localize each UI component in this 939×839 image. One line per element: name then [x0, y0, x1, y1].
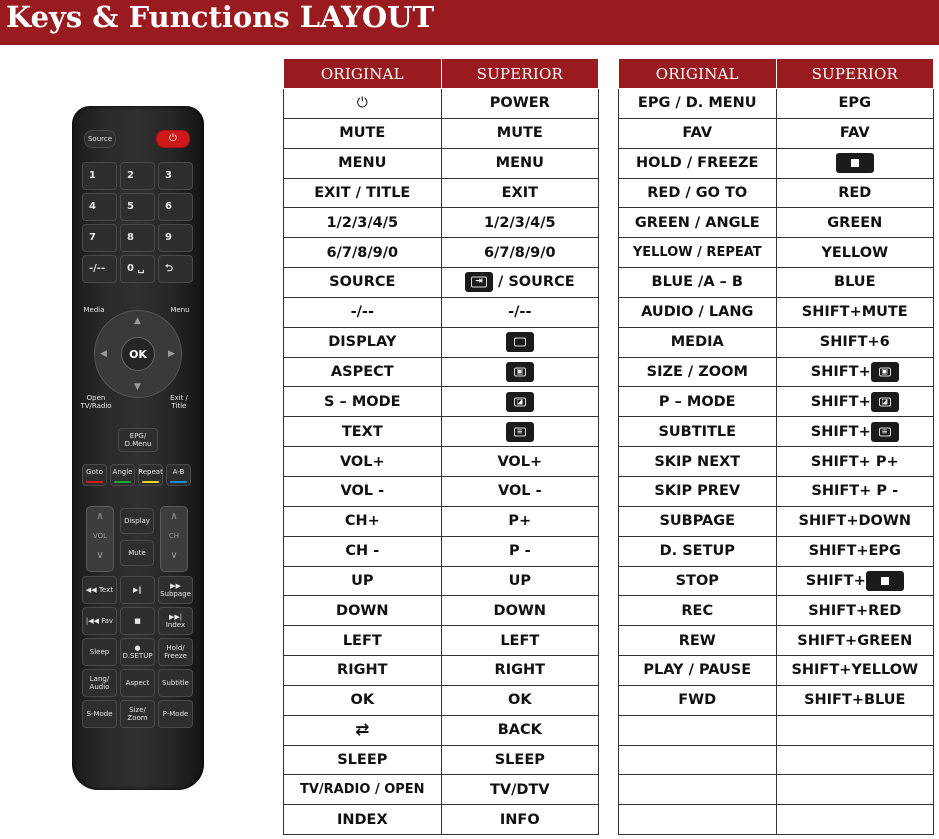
dpad-down-icon: ▼: [134, 382, 141, 392]
table-row: [284, 268, 599, 298]
cell-superior: [441, 417, 598, 447]
table-row: [619, 238, 934, 268]
table-row: [619, 566, 934, 596]
table-row: [619, 626, 934, 656]
vol-up-icon: ∧: [96, 511, 104, 522]
remote-playback-key: ▶▶ Subpage: [158, 576, 193, 604]
stop-key-icon: [836, 153, 874, 173]
cell-superior: [441, 387, 598, 417]
table-row: [284, 148, 599, 178]
color-button-label: A-B: [172, 468, 185, 476]
remote-playback-key: ▶▶| Index: [158, 607, 193, 635]
cell-superior: SHIFT+6: [776, 327, 933, 357]
cell-superior: YELLOW: [776, 238, 933, 268]
sound-mode-key-icon: ◪: [506, 392, 534, 412]
cell-superior: [776, 417, 933, 447]
cell-original: D. SETUP: [619, 536, 777, 566]
column-header-original: ORIGINAL: [619, 59, 777, 89]
keys-table-right: [618, 58, 934, 835]
cell-original: MUTE: [284, 118, 442, 148]
table-row: [284, 387, 599, 417]
cell-original: HOLD / FREEZE: [619, 148, 777, 178]
cell-superior: EXIT: [441, 178, 598, 208]
cell-superior: [441, 327, 598, 357]
cell-superior: SHIFT+DOWN: [776, 506, 933, 536]
ch-down-icon: ∨: [170, 550, 178, 561]
cell-original: [619, 745, 777, 775]
remote-playback-key: Sleep: [82, 638, 117, 666]
table-row: [284, 208, 599, 238]
remote-color-button: [166, 464, 191, 486]
table-row: [619, 387, 934, 417]
sound-mode-key-icon: ◪: [871, 392, 899, 412]
cell-original: 1/2/3/4/5: [284, 208, 442, 238]
display-key-icon: [506, 332, 534, 352]
vol-down-icon: ∨: [96, 550, 104, 561]
cell-superior: [776, 566, 933, 596]
table-row: [619, 447, 934, 477]
cell-original: FWD: [619, 685, 777, 715]
remote-key-9: -/--: [82, 255, 117, 283]
cell-superior: -/--: [441, 297, 598, 327]
cell-original: TV/RADIO / OPEN: [284, 775, 442, 805]
remote-display-button: Display: [120, 508, 154, 534]
color-button-label: Angle: [112, 468, 133, 476]
keys-table-left: [283, 58, 599, 835]
color-button-label: Repeat: [138, 468, 163, 476]
cell-superior: LEFT: [441, 626, 598, 656]
cell-superior: SHIFT+BLUE: [776, 685, 933, 715]
cell-original: BLUE /A – B: [619, 268, 777, 298]
cell-original: LEFT: [284, 626, 442, 656]
cell-superior: VOL -: [441, 476, 598, 506]
table-row: [284, 238, 599, 268]
remote-playback-key: ● D.SETUP: [120, 638, 155, 666]
table-row: [284, 745, 599, 775]
remote-playback-key: Subtitle: [158, 669, 193, 697]
remote-color-button: [82, 464, 107, 486]
cell-superior: [441, 268, 598, 298]
cell-superior: OK: [441, 685, 598, 715]
color-bar: [142, 481, 159, 483]
cell-superior: MENU: [441, 148, 598, 178]
remote-playback-key: P-Mode: [158, 700, 193, 728]
cell-superior: [776, 148, 933, 178]
color-bar: [86, 481, 103, 483]
cell-original: CH+: [284, 506, 442, 536]
cell-original: 6/7/8/9/0: [284, 238, 442, 268]
remote-key-8: 9: [158, 224, 193, 252]
cell-superior: RED: [776, 178, 933, 208]
power-icon: ⏻: [169, 133, 177, 144]
cell-superior: FAV: [776, 118, 933, 148]
cell-superior: BACK: [441, 715, 598, 745]
remote-playback-key: Hold/ Freeze: [158, 638, 193, 666]
table-row: [284, 775, 599, 805]
table-row: [284, 626, 599, 656]
table-row: [284, 715, 599, 745]
table-row: [619, 268, 934, 298]
cell-original: PLAY / PAUSE: [619, 656, 777, 686]
teletext-key-icon: ≡: [871, 422, 899, 442]
cell-superior: SHIFT+RED: [776, 596, 933, 626]
cell-original: VOL+: [284, 447, 442, 477]
remote-media-button: Media: [83, 306, 105, 314]
table-row: [284, 506, 599, 536]
cell-superior: POWER: [441, 89, 598, 119]
cell-original: TEXT: [284, 417, 442, 447]
table-row: [619, 357, 934, 387]
remote-color-button: [110, 464, 135, 486]
table-row: [284, 656, 599, 686]
remote-control-image: [72, 106, 204, 790]
remote-key-1: 2: [120, 162, 155, 190]
cell-superior: SHIFT+ P -: [776, 476, 933, 506]
table-row: [619, 118, 934, 148]
table-row: [619, 685, 934, 715]
dpad-right-icon: ▶: [168, 349, 175, 359]
remote-key-11: ⮌: [158, 255, 193, 283]
remote-playback-key: S-Mode: [82, 700, 117, 728]
table-row: [619, 596, 934, 626]
cell-original: OK: [284, 685, 442, 715]
cell-superior: [776, 357, 933, 387]
cell-original: STOP: [619, 566, 777, 596]
remote-color-button: [138, 464, 163, 486]
cell-superior: [776, 715, 933, 745]
remote-open-button: Open TV/Radio: [80, 394, 112, 410]
cell-superior: [441, 357, 598, 387]
cell-original: DOWN: [284, 596, 442, 626]
table-row: [619, 476, 934, 506]
table-row: [619, 775, 934, 805]
cell-original: INDEX: [284, 805, 442, 835]
cell-original: SUBTITLE: [619, 417, 777, 447]
ch-label: CH: [168, 532, 180, 540]
remote-playback-key: ◀◀ Text: [82, 576, 117, 604]
remote-exit-button: Exit / Title: [170, 394, 188, 410]
cell-superior: UP: [441, 566, 598, 596]
color-button-label: Goto: [86, 468, 103, 476]
cell-text: / SOURCE: [492, 274, 575, 291]
remote-playback-key: Aspect: [120, 669, 155, 697]
cell-original: SKIP NEXT: [619, 447, 777, 477]
cell-superior: EPG: [776, 89, 933, 119]
cell-original: UP: [284, 566, 442, 596]
table-row: [284, 118, 599, 148]
cell-superior: [776, 775, 933, 805]
cell-original: GREEN / ANGLE: [619, 208, 777, 238]
cell-original: S – MODE: [284, 387, 442, 417]
column-header-superior: SUPERIOR: [441, 59, 598, 89]
table-row: [284, 596, 599, 626]
source-input-icon: ⇥: [465, 272, 493, 292]
cell-superior: VOL+: [441, 447, 598, 477]
remote-menu-button: Menu: [170, 306, 190, 314]
remote-key-3: 4: [82, 193, 117, 221]
table-row: [619, 656, 934, 686]
table-row: [619, 417, 934, 447]
cell-original: [284, 715, 442, 745]
cell-original: -/--: [284, 297, 442, 327]
cell-original: SIZE / ZOOM: [619, 357, 777, 387]
table-row: [284, 89, 599, 119]
dpad-up-icon: ▲: [134, 316, 141, 326]
remote-key-4: 5: [120, 193, 155, 221]
table-row: [619, 208, 934, 238]
table-row: [619, 805, 934, 835]
back-arrows-icon: ⇄: [355, 720, 370, 741]
remote-key-0: 1: [82, 162, 117, 190]
table-row: [619, 89, 934, 119]
table-row: [619, 506, 934, 536]
cell-superior: [776, 745, 933, 775]
stop-key-icon: [866, 571, 904, 591]
cell-original: [284, 89, 442, 119]
remote-key-7: 8: [120, 224, 155, 252]
remote-key-2: 3: [158, 162, 193, 190]
remote-mute-button: Mute: [120, 540, 154, 566]
table-row: [284, 476, 599, 506]
cell-superior: [776, 387, 933, 417]
cell-superior: INFO: [441, 805, 598, 835]
table-row: [284, 297, 599, 327]
cell-original: SLEEP: [284, 745, 442, 775]
cell-superior: [776, 805, 933, 835]
cell-superior: SHIFT+ P+: [776, 447, 933, 477]
color-bar: [114, 481, 131, 483]
cell-text: SHIFT+: [810, 364, 871, 381]
cell-original: YELLOW / REPEAT: [619, 238, 777, 268]
cell-superior: DOWN: [441, 596, 598, 626]
remote-key-10: 0 ␣: [120, 255, 155, 283]
cell-superior: RIGHT: [441, 656, 598, 686]
cell-original: MEDIA: [619, 327, 777, 357]
cell-superior: SHIFT+YELLOW: [776, 656, 933, 686]
cell-superior: GREEN: [776, 208, 933, 238]
cell-original: FAV: [619, 118, 777, 148]
remote-epg-button: EPG/ D.Menu: [118, 428, 158, 452]
cell-text: SHIFT+: [810, 423, 871, 440]
remote-playback-key: ■: [120, 607, 155, 635]
cell-original: SUBPAGE: [619, 506, 777, 536]
cell-original: [619, 805, 777, 835]
page-title: Keys & Functions LAYOUT: [0, 0, 939, 45]
cell-original: P – MODE: [619, 387, 777, 417]
table-row: [619, 178, 934, 208]
cell-original: REW: [619, 626, 777, 656]
cell-original: AUDIO / LANG: [619, 297, 777, 327]
aspect-key-icon: ▣: [871, 362, 899, 382]
table-row: [619, 715, 934, 745]
cell-superior: SLEEP: [441, 745, 598, 775]
table-row: [619, 297, 934, 327]
remote-ok-button: OK: [121, 337, 155, 371]
cell-original: RED / GO TO: [619, 178, 777, 208]
column-header-original: ORIGINAL: [284, 59, 442, 89]
table-row: [619, 536, 934, 566]
remote-playback-key: ▶‖: [120, 576, 155, 604]
cell-superior: SHIFT+GREEN: [776, 626, 933, 656]
remote-playback-key: Size/ Zoom: [120, 700, 155, 728]
remote-vol-rocker: [86, 506, 114, 572]
table-row: [284, 566, 599, 596]
cell-original: MENU: [284, 148, 442, 178]
remote-source-button: Source: [84, 130, 116, 148]
cell-superior: TV/DTV: [441, 775, 598, 805]
cell-original: VOL -: [284, 476, 442, 506]
remote-key-6: 7: [82, 224, 117, 252]
table-row: [284, 447, 599, 477]
cell-superior: MUTE: [441, 118, 598, 148]
cell-superior: 6/7/8/9/0: [441, 238, 598, 268]
color-bar: [170, 481, 187, 483]
column-header-superior: SUPERIOR: [776, 59, 933, 89]
cell-original: [619, 775, 777, 805]
table-row: [284, 685, 599, 715]
remote-ch-rocker: [160, 506, 188, 572]
cell-original: CH -: [284, 536, 442, 566]
table-row: [284, 178, 599, 208]
aspect-key-icon: ▣: [506, 362, 534, 382]
remote-key-5: 6: [158, 193, 193, 221]
cell-superior: P+: [441, 506, 598, 536]
cell-text: SHIFT+: [805, 572, 866, 589]
table-row: [619, 327, 934, 357]
table-row: [619, 745, 934, 775]
cell-superior: 1/2/3/4/5: [441, 208, 598, 238]
cell-original: EXIT / TITLE: [284, 178, 442, 208]
cell-original: EPG / D. MENU: [619, 89, 777, 119]
table-row: [284, 536, 599, 566]
cell-original: RIGHT: [284, 656, 442, 686]
cell-original: SKIP PREV: [619, 476, 777, 506]
cell-original: REC: [619, 596, 777, 626]
cell-original: ASPECT: [284, 357, 442, 387]
cell-superior: BLUE: [776, 268, 933, 298]
remote-playback-key: |◀◀ Fav: [82, 607, 117, 635]
table-row: [619, 148, 934, 178]
table-row: [284, 357, 599, 387]
cell-superior: P -: [441, 536, 598, 566]
ch-up-icon: ∧: [170, 511, 178, 522]
cell-text: SHIFT+: [810, 393, 871, 410]
vol-label: VOL: [92, 532, 108, 540]
remote-playback-key: Lang/ Audio: [82, 669, 117, 697]
cell-superior: SHIFT+EPG: [776, 536, 933, 566]
remote-power-button: [156, 130, 190, 148]
table-row: [284, 327, 599, 357]
cell-original: DISPLAY: [284, 327, 442, 357]
teletext-key-icon: ≡: [506, 422, 534, 442]
table-row: [284, 417, 599, 447]
cell-original: [619, 715, 777, 745]
power-icon: ⏻: [356, 95, 368, 112]
dpad-left-icon: ◀: [100, 349, 107, 359]
table-row: [284, 805, 599, 835]
cell-superior: SHIFT+MUTE: [776, 297, 933, 327]
cell-original: SOURCE: [284, 268, 442, 298]
